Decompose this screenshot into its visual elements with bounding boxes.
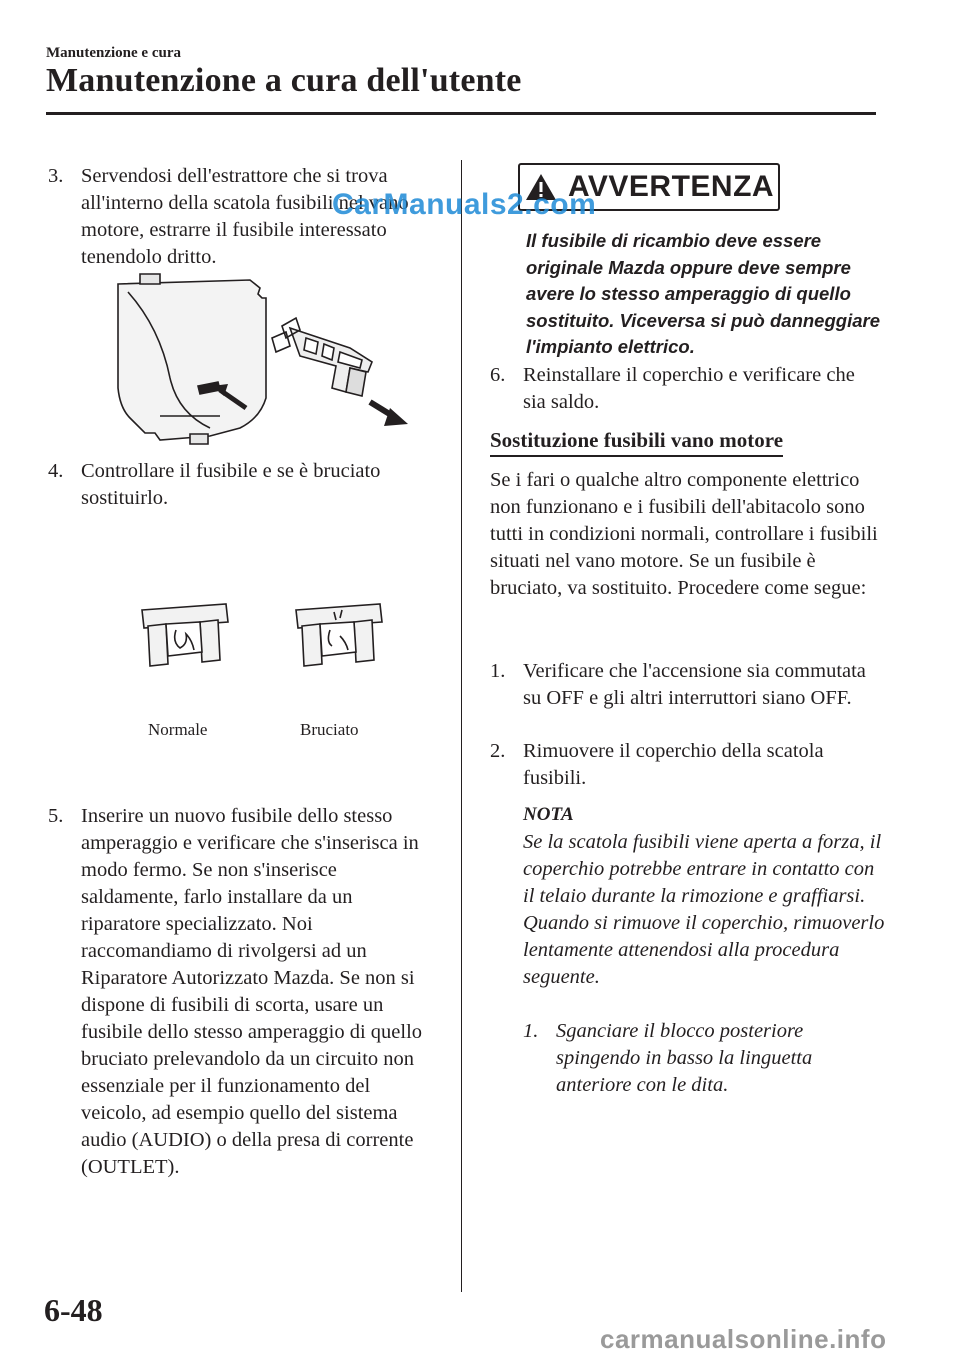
step-text: Reinstallare il coperchio e verificare che sia saldo. bbox=[523, 364, 855, 413]
step-number: 1. bbox=[490, 660, 506, 682]
warning-title: AVVERTENZA bbox=[567, 170, 775, 203]
note-title: NOTA bbox=[523, 804, 574, 825]
engine-step-1 bbox=[490, 658, 870, 712]
section-subheading: Sostituzione fusibili vano motore bbox=[490, 428, 783, 457]
warning-text: Il fusibile di ricambio deve essere originale Mazda oppure deve sempre avere lo stesso amperaggio di quello sostituito. Viceversa si può danneggiare l'impianto elettrico. bbox=[526, 230, 880, 357]
fuse-blown-label: Bruciato bbox=[300, 720, 359, 739]
step-text: Rimuovere il coperchio della scatola fusibili. bbox=[523, 740, 824, 789]
step-number: 4. bbox=[48, 460, 64, 482]
step-number: 1. bbox=[523, 1020, 539, 1042]
step-number: 3. bbox=[48, 165, 64, 187]
note-step-1 bbox=[523, 1018, 863, 1099]
step-6 bbox=[490, 362, 870, 416]
fuse-blown-icon bbox=[290, 600, 388, 678]
footer-watermark: carmanualsonline.info bbox=[600, 1324, 887, 1354]
watermark-link[interactable]: CarManuals2.com bbox=[332, 188, 597, 221]
step-text: Servendosi dell'estrattore che si trova all'interno della scatola fusibili nel vano motore, estrarre il fusibile interessato tenendolo dritto. bbox=[81, 165, 409, 268]
step-text: Sganciare il blocco posteriore spingendo in basso la linguetta anteriore con le dita. bbox=[556, 1020, 813, 1096]
step-number: 6. bbox=[490, 364, 506, 386]
page-number: 6-48 bbox=[44, 1292, 103, 1328]
step-text: Controllare il fusibile e se è bruciato sostituirlo. bbox=[81, 460, 381, 509]
fuse-puller-illustration bbox=[100, 268, 420, 450]
page-title: Manutenzione a cura dell'utente bbox=[46, 62, 522, 99]
step-5 bbox=[48, 803, 428, 1181]
step-number: 5. bbox=[48, 805, 64, 827]
step-text: Verificare che l'accensione sia commutata su OFF e gli altri interruttori siano OFF. bbox=[523, 660, 866, 709]
engine-step-2 bbox=[490, 738, 870, 792]
intro-paragraph: Se i fari o qualche altro componente elettrico non funzionano e i fusibili dell'abitacolo sono tutti in condizioni normali, controllare i fusibili situati nel vano motore. Se un fusibile è bruciato, va sostituito. Procedere come segue: bbox=[490, 469, 878, 599]
title-divider bbox=[46, 112, 876, 115]
step-text: Inserire un nuovo fusibile dello stesso amperaggio e verificare che s'inserisca in modo fermo. Se non s'inserisce saldamente, farlo installare da un riparatore specializzato. Noi raccomandiamo di rivolgersi ad un Riparatore Autorizzato Mazda. Se non si dispone di fusibili di scorta, usare un fusibile dello stesso amperaggio di quello bruciato prelevandolo da un circuito non essenziale per il funzionamento del veicolo, ad esempio quello del sistema audio (AUDIO) o della presa di corrente (OUTLET). bbox=[81, 805, 423, 1178]
step-4 bbox=[48, 458, 428, 512]
step-number: 2. bbox=[490, 740, 506, 762]
fuse-normal-label: Normale bbox=[148, 720, 208, 739]
column-divider bbox=[461, 160, 462, 1292]
fuse-normal-icon bbox=[136, 600, 234, 678]
note-text: Se la scatola fusibili viene aperta a forza, il coperchio potrebbe entrare in contatto con il telaio durante la rimozione e graffiarsi. Quando si rimuove il coperchio, rimuoverlo lentamente attenendosi alla procedura seguente. bbox=[523, 831, 885, 988]
section-label: Manutenzione e cura bbox=[46, 45, 181, 61]
